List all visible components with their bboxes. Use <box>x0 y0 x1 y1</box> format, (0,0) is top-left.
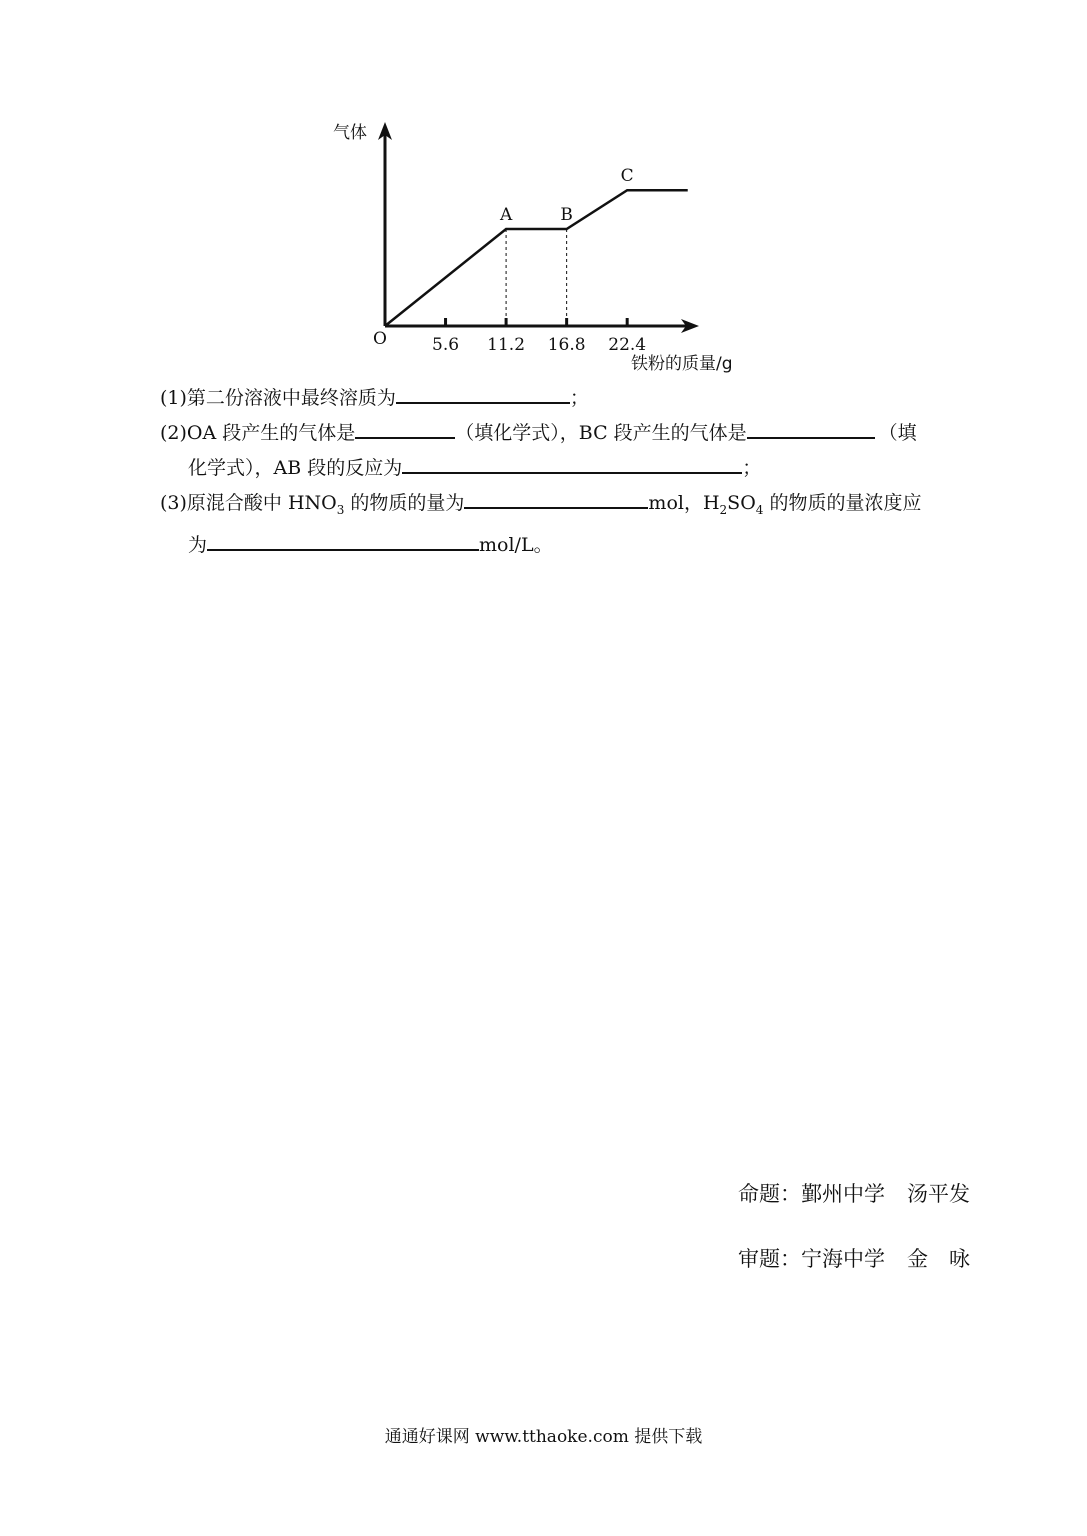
q2-ab-reaction-blank[interactable] <box>402 450 742 474</box>
reviewer-name: 金 咏 <box>907 1247 970 1271</box>
point-label-b: B <box>560 205 573 225</box>
q3-hno3-blank[interactable] <box>464 485 648 509</box>
x-axis-label: 铁粉的质量/g <box>631 354 733 374</box>
q3-part3: mol，H <box>648 492 720 514</box>
origin-label: O <box>373 329 387 349</box>
q3-sub3: 4 <box>755 502 764 517</box>
x-tick-label: 16.8 <box>547 335 586 355</box>
q3-part5: 的物质的量浓度应 <box>763 492 922 514</box>
q3-line2-start: 为 <box>188 533 208 556</box>
q2-oa-gas-blank[interactable] <box>355 415 455 439</box>
q3-h2so4-blank[interactable] <box>207 527 479 551</box>
author-credit <box>738 1178 970 1208</box>
reviewer-school: 宁海中学 <box>801 1247 885 1271</box>
gas-curve <box>385 190 688 326</box>
question-1 <box>160 380 972 415</box>
q3-sub1: 3 <box>336 502 345 517</box>
q2-part1: (2)OA 段产生的气体是 <box>160 422 356 444</box>
question-2 <box>160 415 972 450</box>
reviewer-label: 审题： <box>738 1247 801 1271</box>
q2-bc-gas-blank[interactable] <box>747 415 875 439</box>
q3-part4: SO <box>727 492 756 514</box>
x-tick-label: 22.4 <box>608 335 647 355</box>
q1-end: ； <box>569 387 589 409</box>
reviewer-credit <box>738 1243 970 1273</box>
x-tick-label: 5.6 <box>432 335 460 355</box>
author-school: 鄞州中学 <box>801 1182 885 1206</box>
q3-part2: 的物质的量为 <box>344 492 465 514</box>
q3-sub2: 2 <box>719 502 728 517</box>
author-name: 汤平发 <box>907 1182 970 1206</box>
page-footer: 通通好课网 www.tthaoke.com 提供下载 <box>384 1427 703 1447</box>
author-label: 命题： <box>738 1182 801 1206</box>
q2-part2: （填化学式），BC 段产生的气体是 <box>455 422 747 444</box>
point-label-c: C <box>620 166 634 187</box>
question-block <box>160 380 972 562</box>
q2-line2-start: 化学式），AB 段的反应为 <box>188 457 403 479</box>
point-label-a: A <box>499 205 513 225</box>
q2-line2-end: ； <box>742 457 762 479</box>
q1-answer-blank[interactable] <box>396 380 570 404</box>
question-3 <box>160 485 972 527</box>
q1-text: (1)第二份溶液中最终溶质为 <box>160 387 396 409</box>
q3-line2-end: mol/L。 <box>479 533 553 556</box>
y-axis-label: 气体 <box>333 123 367 143</box>
q2-part3: （填 <box>878 422 917 444</box>
question-2-line-2 <box>160 450 972 485</box>
q3-part1: (3)原混合酸中 HNO <box>160 492 337 514</box>
chart-svg <box>325 110 765 380</box>
question-3-line-2 <box>160 527 972 562</box>
gas-vs-iron-chart <box>325 110 765 380</box>
x-tick-label: 11.2 <box>487 335 526 355</box>
